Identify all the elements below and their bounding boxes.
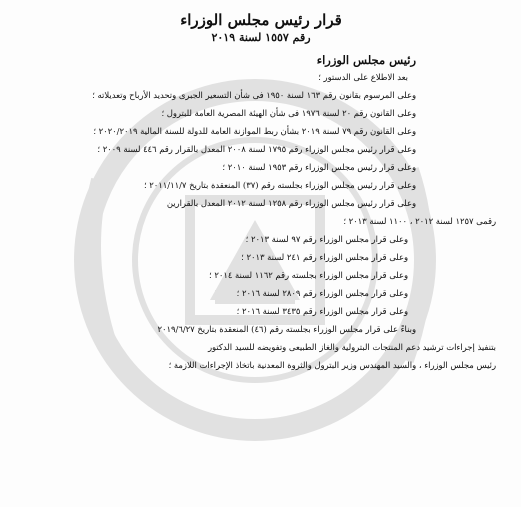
preamble-line: وعلى قرار مجلس الوزراء بجلسته رقم ١١٦٢ لسنة ٢٠١٤ ؛ [209, 270, 408, 280]
preamble-line: وعلى قرار رئيس مجلس الوزراء رقم ١٢٥٨ لسنة ٢٠١٢ المعدل بالقرارين [166, 198, 416, 208]
preamble-line: رقمى ١٢٥٧ لسنة ٢٠١٢ ، ١١٠٠ لسنة ٢٠١٣ ؛ [343, 216, 496, 226]
preamble-line: وعلى قرار مجلس الوزراء رقم ٩٧ لسنة ٢٠١٣ ؛ [245, 234, 408, 244]
decree-body [14, 72, 508, 370]
decree-document [14, 10, 508, 370]
decree-number: رقم ١٥٥٧ لسنة ٢٠١٩ [211, 31, 311, 44]
preamble-line: وعلى القانون رقم ٧٩ لسنة ٢٠١٩ بشأن ربط الموازنة العامة للدولة للسنة المالية ٢٠٢٠/٢٠١٩ ؛ [93, 126, 416, 136]
preamble-line: وعلى قرار رئيس مجلس الوزراء رقم ١٩٥٣ لسنة ٢٠١٠ ؛ [222, 162, 416, 172]
preamble-line: بتنفيذ إجراءات ترشيد دعم المنتجات البترولية والغاز الطبيعى وتفويضه للسيد الدكتور [207, 342, 496, 352]
preamble-line: وعلى قرار مجلس الوزراء رقم ٣٤٣٥ لسنة ٢٠١٦ ؛ [236, 306, 408, 316]
preamble-line: وعلى قرار رئيس مجلس الوزراء رقم ١٧٩٥ لسنة ٢٠٠٨ المعدل بالقرار رقم ٤٤٦ لسنة ٢٠٠٩ ؛ [97, 144, 416, 154]
preamble-line: وعلى المرسوم بقانون رقم ١٦٣ لسنة ١٩٥٠ فى شأن التسعير الجبرى وتحديد الأرباح وتعديلاته ؛ [92, 90, 416, 100]
preamble-line: رئيس مجلس الوزراء ، والسيد المهندس وزير البترول والثروة المعدنية باتخاذ الإجراءات اللازمة ؛ [168, 360, 496, 370]
preamble-line: وعلى قرار مجلس الوزراء رقم ٢٤١ لسنة ٢٠١٣ ؛ [241, 252, 408, 262]
preamble-line: وبناءً على قرار مجلس الوزراء بجلسته رقم (٤٦) المنعقدة بتاريخ ٢٠١٩/٦/٢٧ [157, 324, 416, 334]
preamble-line: بعد الاطلاع على الدستور ؛ [318, 72, 408, 82]
preamble-line: وعلى قرار مجلس الوزراء رقم ٢٨٠٩ لسنة ٢٠١٦ ؛ [236, 288, 408, 298]
preamble-line: وعلى قرار رئيس مجلس الوزراء بجلسته رقم (٣٧) المنعقدة بتاريخ ٢٠١١/١١/٧ ؛ [143, 180, 416, 190]
preamble-line: وعلى القانون رقم ٢٠ لسنة ١٩٧٦ فى شأن الهيئة المصرية العامة للبترول ؛ [161, 108, 416, 118]
section-heading: رئيس مجلس الوزراء [316, 53, 416, 67]
decree-title: قرار رئيس مجلس الوزراء [180, 11, 342, 29]
